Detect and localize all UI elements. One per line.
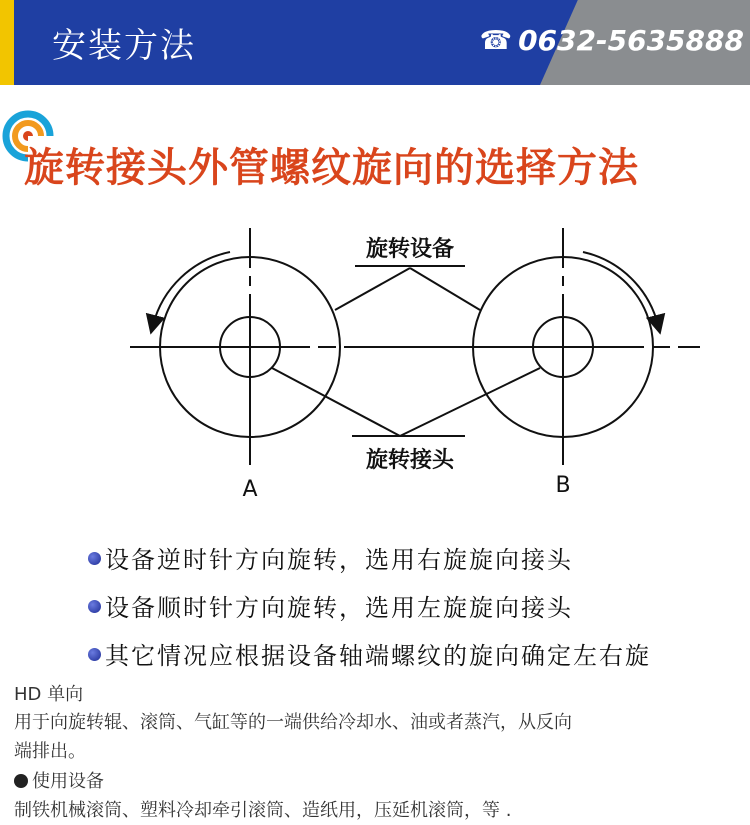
section-heading: 旋转接头外管螺纹旋向的选择方法: [24, 145, 639, 191]
bullet-dot-icon: [14, 774, 28, 788]
usage-title: 使用设备: [14, 767, 104, 793]
label-rotating-device: 旋转设备: [365, 237, 455, 262]
usage-description: 制铁机械滚筒、塑料冷却牵引滚筒、造纸用，压延机滚筒，等 .: [14, 800, 512, 821]
header-accent-bar: [0, 0, 14, 85]
phone-number[interactable]: [480, 24, 744, 57]
hd-description-line-2: 端排出。: [14, 741, 86, 762]
bullet-dot-icon: [88, 648, 101, 661]
hd-description-line-1: 用于向旋转辊、滚筒、气缸等的一端供给冷却水、油或者蒸汽，从反向: [14, 712, 572, 733]
label-a: A: [242, 477, 258, 502]
phone-number-text: 0632-5635888: [518, 24, 744, 57]
bullet-dot-icon: [88, 552, 101, 565]
bullet-dot-icon: [88, 600, 101, 613]
list-item: 设备逆时针方向旋转，选用右旋旋向接头: [88, 540, 573, 575]
label-b: B: [555, 473, 571, 498]
page-title: 安装方法: [52, 26, 196, 66]
list-item: 其它情况应根据设备轴端螺纹的旋向确定左右旋: [88, 636, 651, 671]
rotation-diagram: [0, 210, 750, 520]
hd-title: HD 单向: [14, 684, 84, 705]
header-banner: [0, 0, 750, 85]
phone-icon: ☎: [479, 25, 513, 56]
label-rotary-joint: 旋转接头: [365, 448, 455, 473]
list-item: 设备顺时针方向旋转，选用左旋旋向接头: [88, 588, 573, 623]
